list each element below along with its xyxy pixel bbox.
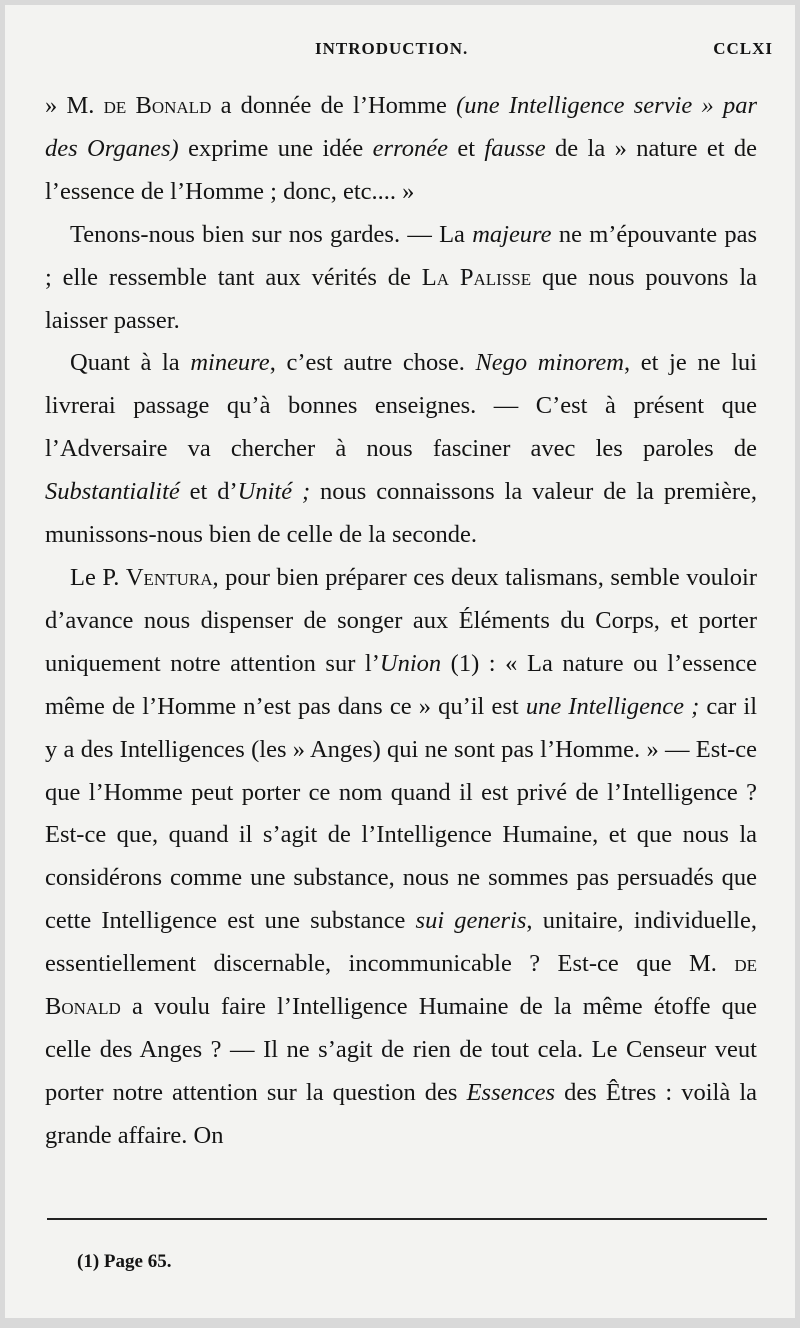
book-page: [5, 5, 795, 1318]
paragraph: [45, 557, 757, 1158]
small-caps-name: Ventura: [125, 563, 213, 591]
italic-text: erronée: [372, 134, 448, 162]
text-segment: et d’: [179, 478, 238, 506]
footnote-rule: [47, 1218, 767, 1220]
text-segment: des Êtres : voilà la grande affaire. On: [45, 1078, 758, 1149]
text-segment: nous connaissons la valeur de la première, munissons-nous bien de celle de la seconde.: [45, 478, 758, 549]
text-segment: exprime une idée: [178, 134, 373, 162]
text-segment: , pour bien préparer ces deux talismans, semble vouloir d’avance nous dispenser de songer aux Éléments du Corps, et porter uniquement notre attention sur l’: [45, 563, 757, 677]
italic-text: (une Intelligence servie » par des Organes): [45, 92, 757, 162]
footnote: (1) Page 65.: [77, 1251, 172, 1272]
italic-text: Substantialité: [45, 478, 180, 506]
text-segment: car il y a des Intelligences (les » Anges) qui ne sont pas l’Homme. » — Est-ce que l’Homme peut porter ce nom quand il est privé de l’Intelligence ? Est-ce que, quand il s’agit de l’Intelligence Humaine, et que nous la considérons comme une substance, nous ne sommes pas persuadés que cette Intelligence est une substance: [45, 692, 758, 935]
text-segment: et: [447, 134, 485, 162]
text-segment: de la » nature et de l’essence de l’Homme ; donc, etc.... »: [45, 134, 758, 205]
text-segment: » M.: [45, 92, 104, 119]
small-caps-name: La Palisse: [421, 263, 532, 291]
italic-text: une Intelligence ;: [525, 692, 700, 720]
text-segment: , c’est autre chose.: [269, 349, 476, 377]
italic-text: sui generis: [415, 907, 527, 935]
text-segment: , unitaire, individuelle, essentiellement discernable, incommunicable ? Est-ce que M.: [45, 907, 757, 978]
italic-text: mineure: [190, 349, 270, 377]
italic-text: fausse: [484, 134, 546, 162]
text-segment: Quant à la: [70, 349, 191, 377]
italic-text: Essences: [466, 1078, 556, 1106]
italic-text: Unité ;: [237, 478, 311, 506]
italic-text: majeure: [472, 220, 552, 248]
paragraph: [45, 342, 757, 557]
text-segment: ne m’épouvante pas ; elle ressemble tant aux vérités de: [45, 220, 757, 291]
small-caps-name: de Bonald: [45, 950, 757, 1021]
text-segment: (1) : « La nature ou l’essence même de l’Homme n’est pas dans ce » qu’il est: [45, 649, 757, 720]
running-head: [5, 39, 795, 63]
text-segment: a voulu faire l’Intelligence Humaine de la même étoffe que celle des Anges ? — Il ne s’agit de rien de tout cela. Le Censeur veut porter notre attention sur la question des: [45, 993, 757, 1106]
italic-text: Nego minorem: [475, 349, 624, 377]
text-segment: Tenons-nous bien sur nos gardes. — La: [70, 220, 473, 248]
text-segment: que nous pouvons la laisser passer.: [45, 263, 757, 334]
text-segment: a donnée de l’Homme: [211, 92, 457, 119]
paragraph: [45, 214, 757, 343]
small-caps-name: de Bonald: [103, 92, 212, 119]
body-text: [45, 85, 757, 1158]
paragraph: [45, 85, 757, 214]
italic-text: Union: [379, 649, 442, 677]
page-number: CCLXI: [713, 39, 773, 58]
text-segment: , et je ne lui livrerai passage qu’à bonnes enseignes. — C’est à présent que l’Adversaire va chercher à nous fasciner avec les paroles de: [45, 349, 757, 463]
running-head-title: INTRODUCTION.: [315, 39, 469, 58]
text-segment: Le P.: [70, 563, 126, 591]
